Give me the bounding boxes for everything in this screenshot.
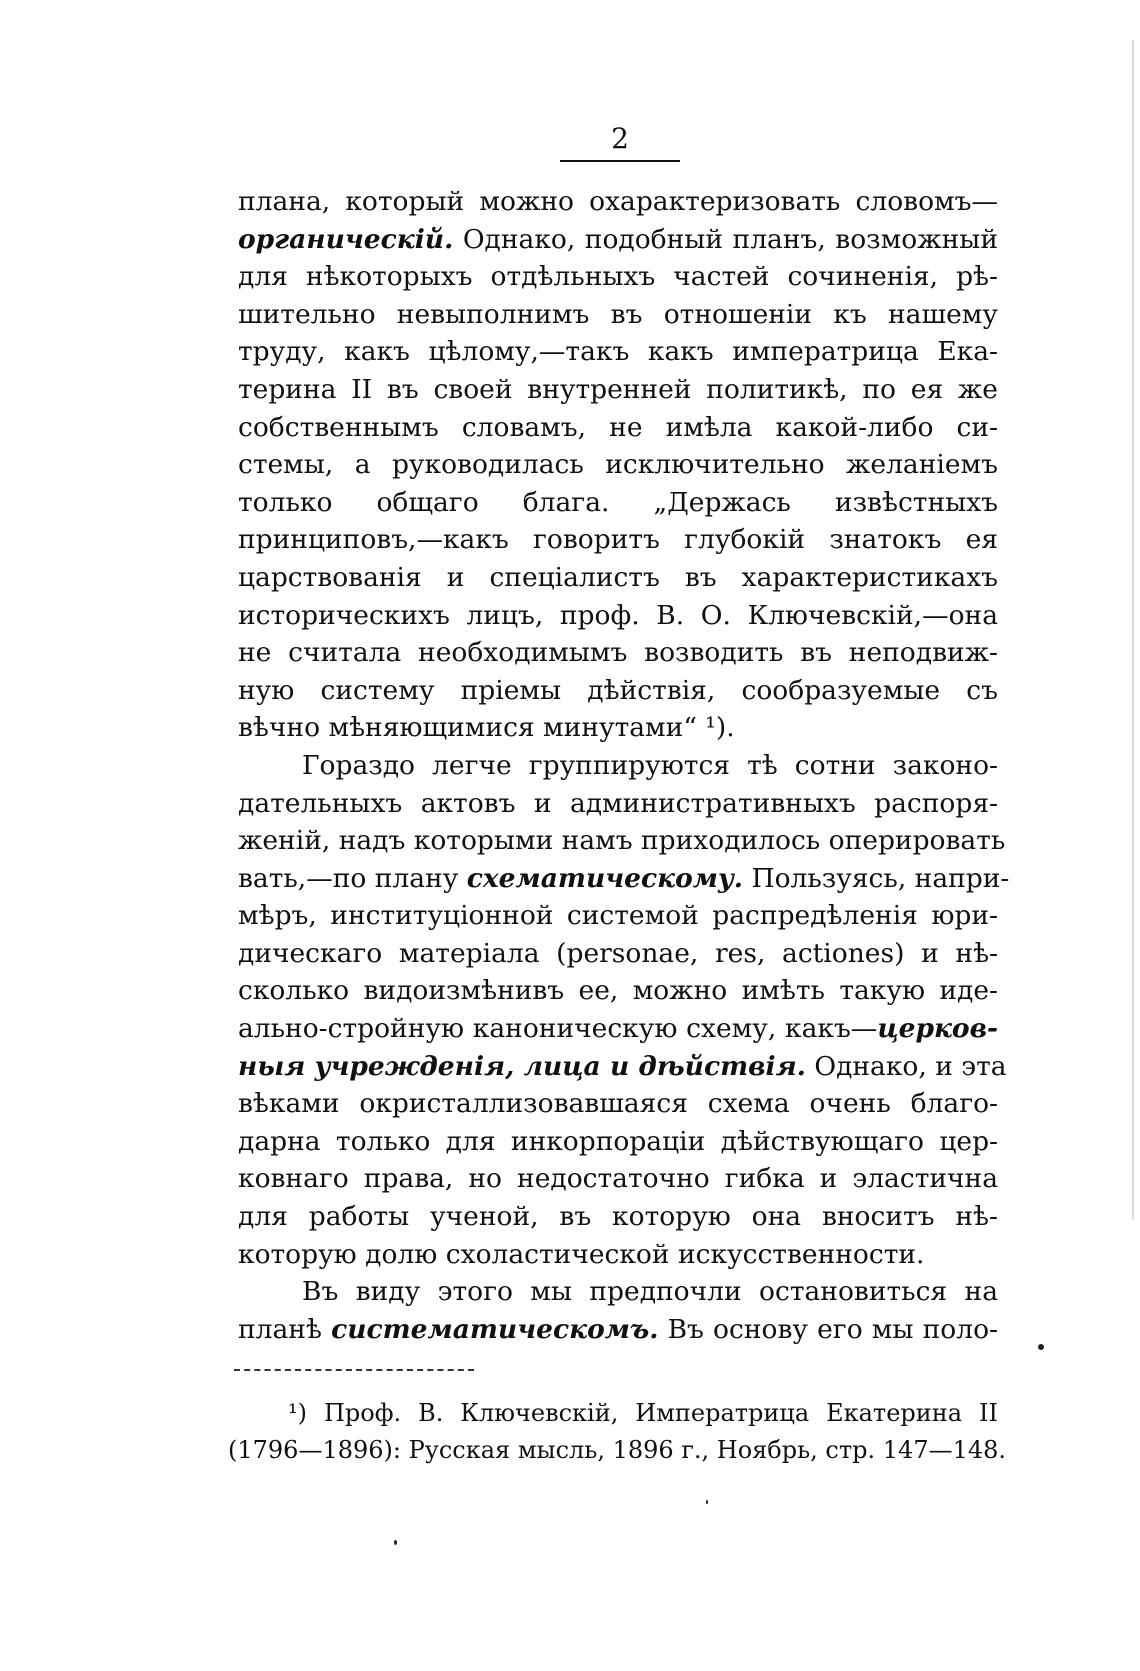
emphasized-term: систематическомъ. [331, 1313, 659, 1345]
text-line [238, 258, 998, 296]
text-line [238, 1236, 998, 1274]
text-segment: женій, надъ которыми намъ приходилось оперировать [238, 825, 1006, 857]
text-segment: плана, который можно охарактеризовать словомъ— [238, 186, 998, 217]
text-segment: ковнаго права, но недостаточно гибка и эластична [238, 1163, 998, 1195]
text-line [238, 1010, 998, 1048]
text-line [238, 1198, 998, 1236]
emphasized-term: схематическому. [466, 862, 744, 894]
text-line [238, 972, 998, 1010]
text-segment: Однако, подобный планъ, возможный [453, 223, 998, 255]
footnote-line: ¹) Проф. В. Ключевскій, Императрица Екатерина II [288, 1399, 998, 1427]
text-segment: Однако, и эта [805, 1050, 1007, 1082]
text-line [238, 484, 998, 522]
text-segment: мѣръ, институціонной системой распредѣленія юри- [238, 900, 998, 932]
text-line [238, 559, 998, 597]
text-line [238, 1123, 998, 1161]
text-line [238, 521, 998, 559]
text-line [238, 785, 998, 823]
text-segment: которую долю схоластической искусственности. [238, 1238, 925, 1270]
footnote-separator [234, 1369, 474, 1371]
text-line [238, 409, 998, 447]
text-line [238, 672, 998, 710]
text-line [238, 371, 998, 409]
text-line [238, 822, 1006, 860]
body-text [238, 183, 1010, 1348]
text-line [238, 1160, 998, 1198]
text-line [238, 333, 998, 371]
emphasized-term: церков- [877, 1013, 998, 1045]
text-segment: терина II въ своей внутренней политикѣ, по ея же [238, 373, 998, 405]
text-line [238, 597, 998, 635]
text-segment: труду, какъ цѣлому,—такъ какъ императрица Ека- [238, 336, 998, 368]
text-line [238, 183, 998, 221]
scan-edge-mark [1132, 40, 1134, 1220]
text-segment: для нѣкоторыхъ отдѣльныхъ частей сочиненія, рѣ- [238, 261, 998, 293]
footnote-line: (1796—1896): Русская мысль, 1896 г., Ноябрь, стр. 147—148. [228, 1436, 1007, 1464]
text-segment: только общаго блага. „Держась извѣстныхъ [238, 486, 998, 518]
text-segment: царствованія и спеціалистъ въ характеристикахъ [238, 561, 998, 593]
text-segment: дательныхъ актовъ и административныхъ распоря- [238, 787, 998, 819]
text-line [238, 296, 998, 334]
text-line [238, 1311, 998, 1349]
text-line [238, 897, 998, 935]
text-segment: ную систему пріемы дѣйствія, сообразуемые съ [238, 674, 998, 706]
scan-speck [706, 1500, 708, 1504]
scan-speck [1038, 1344, 1044, 1350]
text-segment: дарна только для инкорпораціи дѣйствующаго цер- [238, 1125, 998, 1157]
text-segment: вать,—по плану [238, 862, 467, 894]
text-segment: стемы, а руководилась исключительно желаніемъ [238, 449, 998, 481]
text-segment: вѣчно мѣняющимися минутами“ ¹). [238, 712, 735, 744]
text-segment: Гораздо легче группируются тѣ сотни законо- [302, 749, 998, 781]
text-segment: дическаго матеріала (personae, res, actiones) и нѣ- [238, 937, 998, 969]
scan-speck [394, 1540, 397, 1545]
text-segment: Пользуясь, напри- [743, 862, 1010, 894]
text-line [238, 1273, 998, 1311]
text-line [238, 747, 998, 785]
text-segment: ально-стройную каноническую схему, какъ— [238, 1013, 878, 1045]
text-segment: не считала необходимымъ возводить въ неподвиж- [238, 637, 998, 669]
emphasized-term: ныя учрежденія, лица и дѣйствія. [238, 1050, 806, 1082]
text-line [238, 1048, 1007, 1086]
text-line [238, 221, 998, 259]
page-number: 2 [611, 122, 629, 155]
text-segment: для работы ученой, въ которую она вноситъ нѣ- [238, 1201, 998, 1233]
text-line [238, 709, 998, 747]
text-segment: сколько видоизмѣнивъ ее, можно имѣть такую иде- [238, 975, 998, 1007]
text-segment: вѣками окристаллизовавшаяся схема очень благо- [238, 1088, 998, 1120]
text-line [238, 446, 998, 484]
text-line [238, 634, 998, 672]
text-segment: историческихъ лицъ, проф. В. О. Ключевскій,—она [238, 599, 998, 631]
text-segment: собственнымъ словамъ, не имѣла какой-либо си- [238, 411, 998, 443]
text-segment: Въ основу его мы поло- [658, 1313, 998, 1345]
text-segment: планѣ [238, 1313, 332, 1345]
emphasized-term: органическій. [238, 223, 454, 255]
text-segment: Въ виду этого мы предпочли остановиться на [302, 1276, 998, 1308]
text-line [238, 935, 998, 973]
text-line [238, 1085, 998, 1123]
page-number-rule [560, 160, 680, 162]
text-segment: шительно невыполнимъ въ отношеніи къ нашему [238, 298, 998, 330]
text-line [238, 860, 1010, 898]
footnote [228, 1395, 1007, 1469]
text-segment: принциповъ,—какъ говоритъ глубокій знатокъ ея [238, 524, 998, 556]
